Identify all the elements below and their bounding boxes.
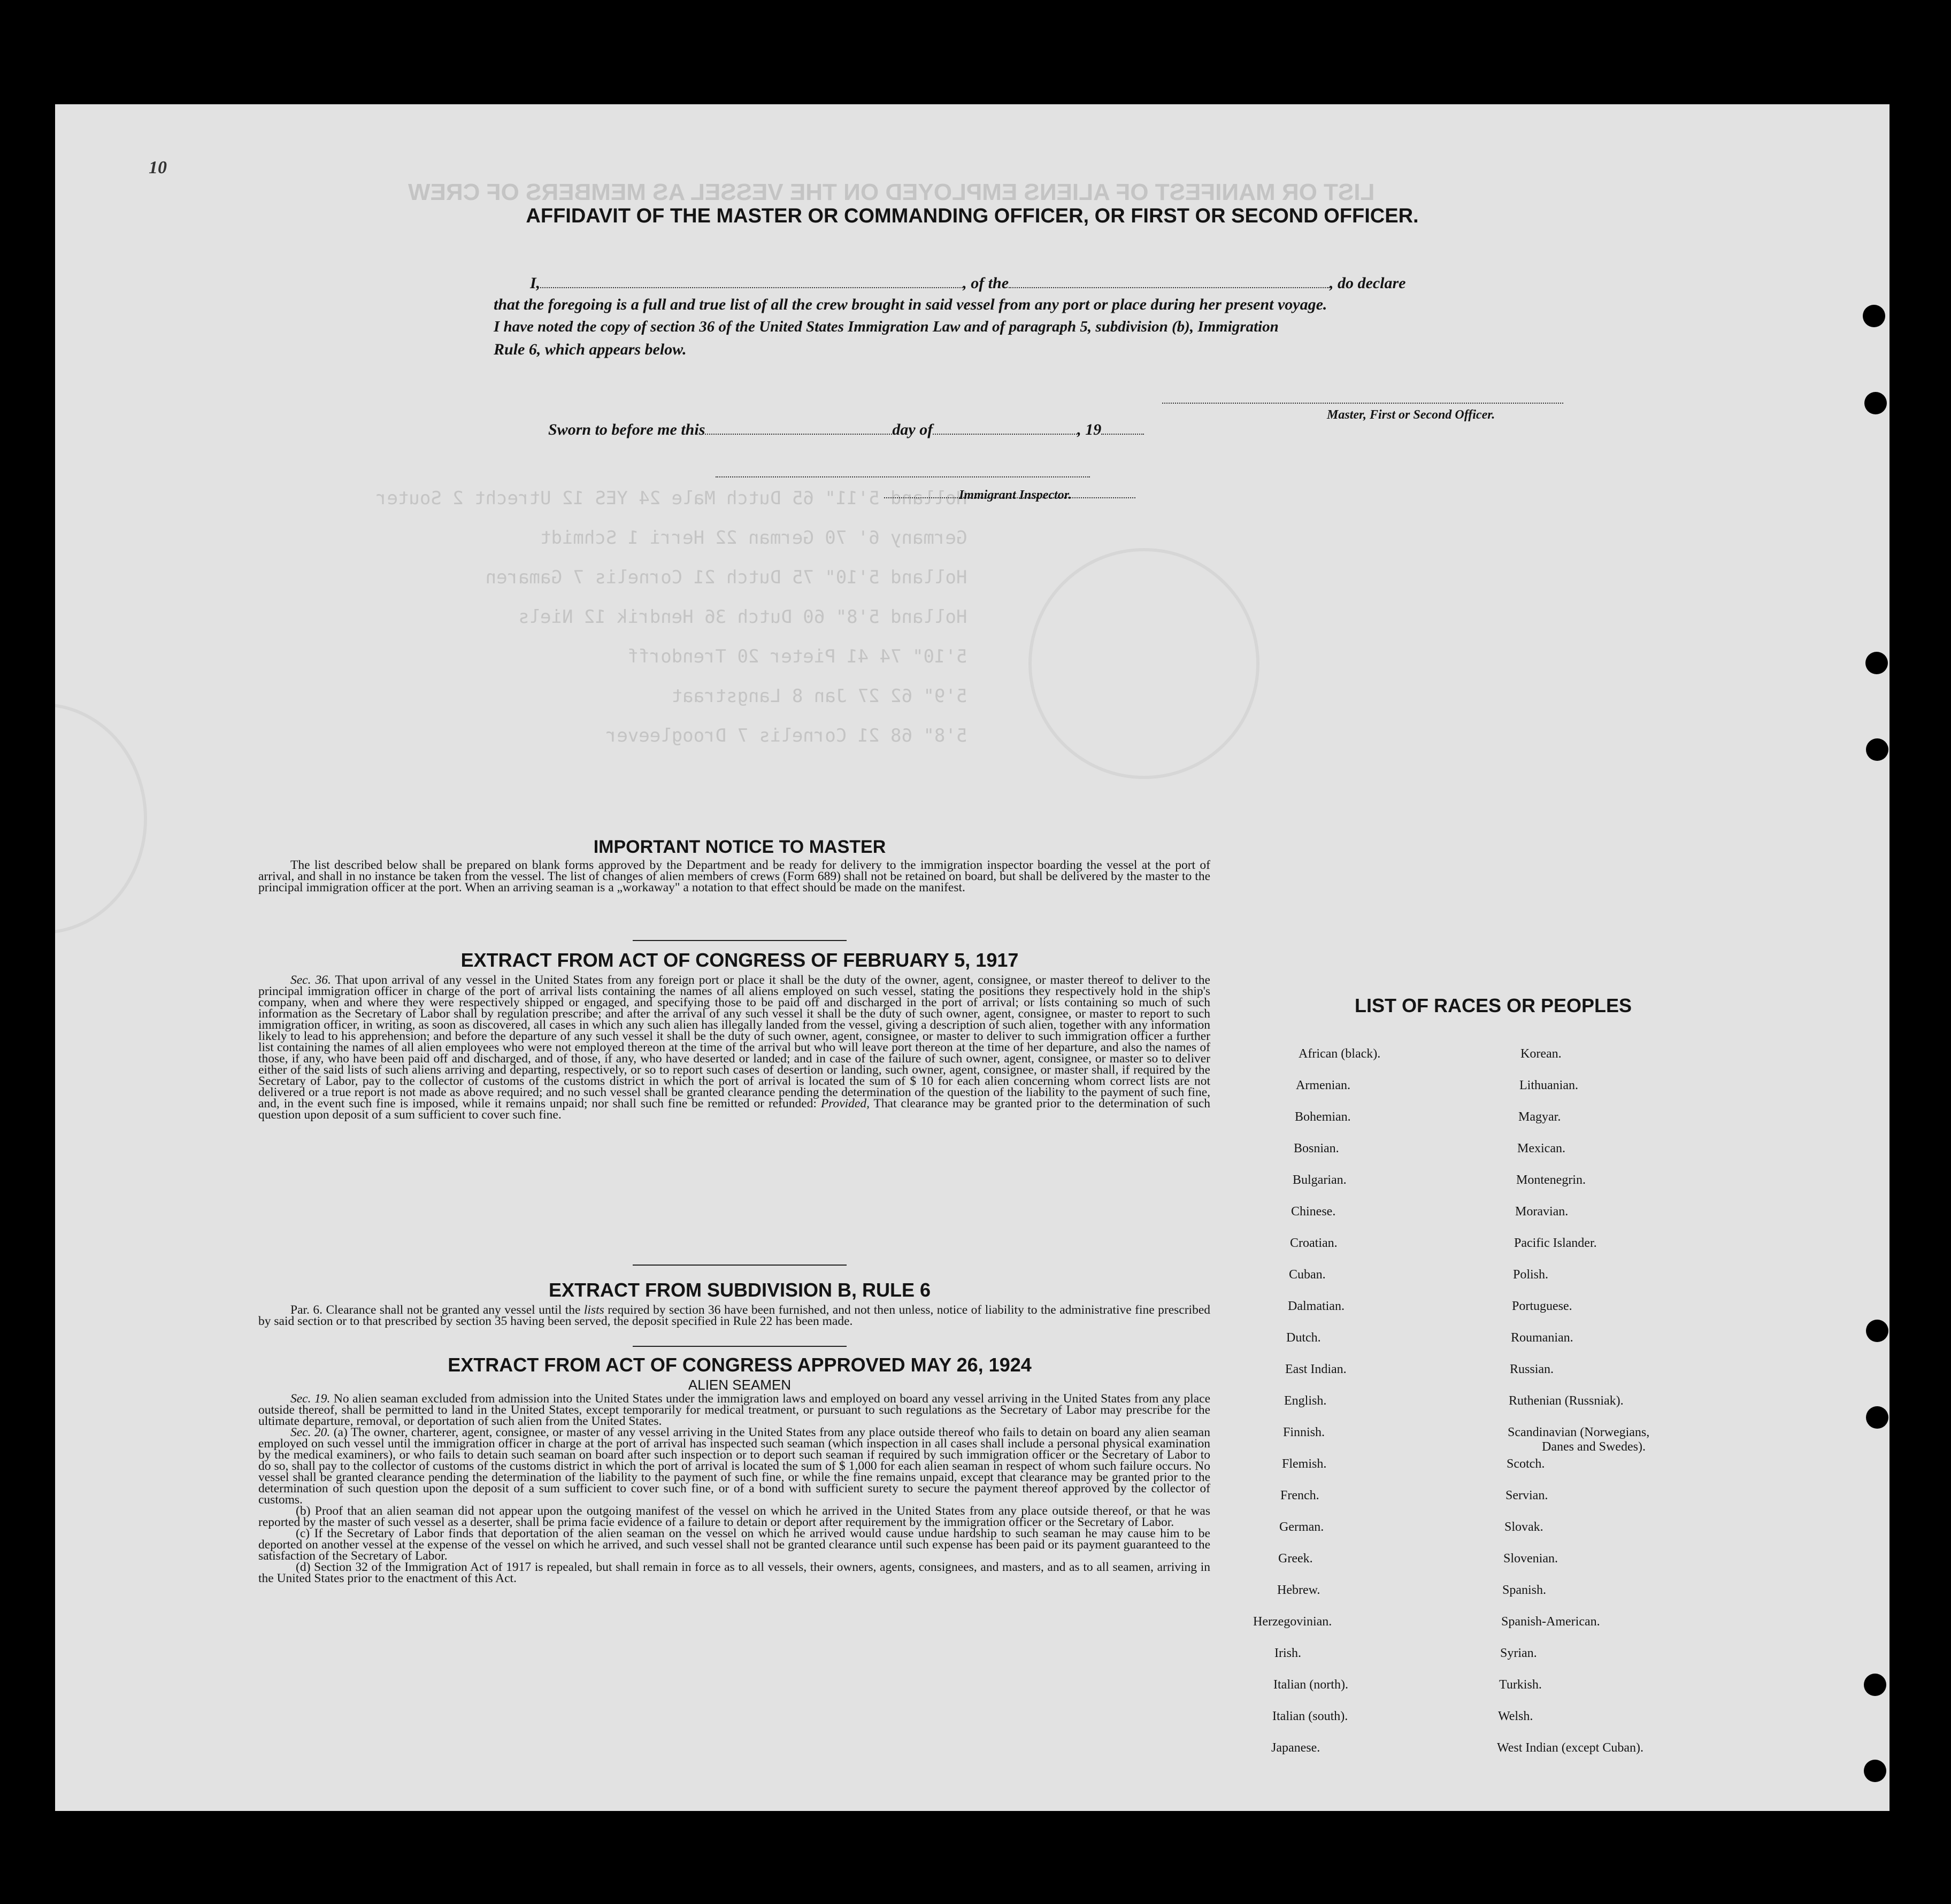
affidavit-line-2: that the foregoing is a full and true list of all the crew brought in said vessel from any port or place during her present voyage. [494,296,1327,313]
race-item: Lithuanian. [1519,1078,1578,1092]
vessel-name-field[interactable] [1009,275,1330,288]
extract-1917-body [258,975,1210,1121]
affidavit-of-the-label: , of the [963,274,1009,292]
race-item: Mexican. [1517,1142,1565,1155]
sworn-year-field[interactable] [1101,422,1144,435]
bleed-through-header: LIST OR MANIFEST OF ALIENS EMPLOYED ON THE VESSEL AS MEMBERS OF CREW [408,179,1375,205]
punch-hole [1864,1674,1886,1696]
race-item: Armenian. [1296,1078,1350,1092]
punch-hole [1866,1406,1888,1429]
divider [633,1346,847,1347]
affidavit-line-3: I have noted the copy of section 36 of the United States Immigration Law and of paragraph 5, subdivision (b), Immigration [494,318,1279,335]
race-item: Ruthenian (Russniak). [1509,1394,1624,1408]
sec-20d-text: (d) Section 32 of the Immigration Act of 1917 is repealed, but shall remain in force as to all vessels, their owners, agents, consignees, and masters, and as to all seamen, arriving in the United States prior to the enactment of this Act. [258,1560,1210,1585]
sec-36-label: Sec. 36. [290,973,331,987]
sec-19-text: No alien seaman excluded from admission into the United States under the immigration laws and employed on board any vessel arriving in the United States from any place outside thereof, shall be permitted to land in the United States, except temporarily for medical treatment, or pursuant to such regulations as the Secretary of Labor may prescribe for the ultimate departure, removal, or deportation of such alien from the United States. [258,1392,1211,1428]
race-item: Italian (north). [1273,1678,1348,1692]
provided-label: Provided, [820,1097,870,1111]
inspector-signature-line[interactable] [716,476,1090,477]
race-item: Scandinavian (Norwegians, [1508,1425,1650,1439]
race-item: Finnish. [1283,1425,1325,1439]
punch-hole [1864,1760,1886,1782]
race-item: Russian. [1510,1362,1554,1376]
race-item: Moravian. [1515,1205,1569,1219]
divider [633,940,847,941]
race-item: Pacific Islander. [1514,1236,1597,1250]
race-item: Greek. [1278,1552,1313,1566]
extract-1924-subtitle: ALIEN SEAMEN [688,1377,792,1393]
race-item: West Indian (except Cuban). [1497,1741,1643,1755]
punch-hole [1866,1320,1888,1342]
sworn-day-field[interactable] [705,422,892,435]
race-item: African (black). [1299,1047,1381,1061]
affidavit-title: AFFIDAVIT OF THE MASTER OR COMMANDING OFFICER, OR FIRST OR SECOND OFFICER. [526,205,1419,227]
race-item: Montenegrin. [1516,1173,1586,1187]
extract-1917-title: EXTRACT FROM ACT OF CONGRESS OF FEBRUARY 5, 1917 [460,949,1019,971]
affidavit-i-label: I, [530,274,541,292]
punch-hole [1863,305,1885,327]
race-item: Dutch. [1286,1331,1321,1345]
race-item: Danes and Swedes). [1542,1440,1646,1454]
race-item: Bosnian. [1294,1142,1339,1155]
race-item: Herzegovinian. [1253,1615,1332,1629]
sec-36-text: That upon arrival of any vessel in the United States from any foreign port or place it shall be the duty of the owner, agent, consignee, or master thereof to deliver to the principal immigration officer in charge of the port of arrival lists containing the names of all aliens employed on such vessel, stating the positions they respectively hold in the ship's company, when and where they were respectively shipped or engaged, and specifying those to be paid off and discharged in the port of arrival; or lists containing so much of such information as the Secretary of Labor shall by regulation prescribe; and after the arrival of any such vessel it shall be the duty of such owner, agent, consignee, or master to report to such immigration officer, in writing, as soon as discovered, all cases in which any such alien has illegally landed from the vessel, giving a description of such alien, together with any information likely to lead to his apprehension; and before the departure of any such vessel it shall be the duty of such owner, agent, consignee, or master to deliver to such immigration officer a further list containing the names of all alien employees who were not employed thereon at the time of the arrival but who will leave port thereon at the time of her departure, and also the names of those, if any, who have been paid off and discharged, and of those, if any, who have deserted or landed; and in case of the failure of such owner, agent, consignee, or master so to deliver either of the said lists of such aliens arriving and departing, respectively, or so to report such cases of desertion or landing, such owner, agent, consignee, or master shall, if required by the Secretary of Labor, pay to the collector of customs of the customs district in which the port of arrival is located the sum of $ 10 for each alien concerning whom correct lists are not delivered or a true report is not made as above required; and no such vessel shall be granted clearance pending the determination of the question of the liability to the payment of such fine, and, in the event such fine is imposed, while it remains unpaid; nor shall such fine be remitted or refunded: [258,973,1210,1111]
race-item: Slovak. [1504,1520,1543,1534]
rule-6-text-a: Par. 6. Clearance shall not be granted any vessel until the [290,1303,581,1317]
extract-1924-body [258,1393,1210,1584]
race-item: Spanish. [1502,1583,1547,1597]
affidavit-line-4: Rule 6, which appears below. [494,341,687,358]
punch-hole [1866,738,1888,761]
race-item: Korean. [1520,1047,1562,1061]
race-item: Magyar. [1518,1110,1561,1124]
day-of-label: day of [892,421,933,438]
sworn-label: Sworn to before me this [548,421,705,438]
races-title: LIST OF RACES OR PEOPLES [1355,995,1632,1016]
notice-text: The list described below shall be prepared on blank forms approved by the Department and be ready for delivery to the immigration inspector boarding the vessel at the port of arrival, and shall in no instance be taken from the vessel. The list of changes of alien members of crews (Form 689) shall not be retained on board, but shall be delivered by the master to the principal immigration officer at the port. When an arriving seaman is a „workaway" a notation to that effect should be made on the manifest. [258,858,1210,895]
notice-body [258,860,1210,893]
race-item: Spanish-American. [1501,1615,1600,1629]
sec-20-label: Sec. 20. [290,1425,331,1439]
divider [633,1265,847,1266]
document-sheet [55,104,1889,1811]
race-item: Turkish. [1499,1678,1542,1692]
sec-20c-text: (c) If the Secretary of Labor finds that deportation of the alien seaman on the vessel on which he arrived would cause undue hardship to such seaman he may cause him to be deported on another vessel at the expense of the vessel on which he arrived, and such vessel shall not be granted clearance until such expense has been paid or its payment guaranteed to the satisfaction of the Secretary of Labor. [258,1527,1210,1563]
notice-title: IMPORTANT NOTICE TO MASTER [593,837,886,857]
rule-6-body [258,1305,1210,1327]
race-item: Welsh. [1498,1709,1533,1723]
sec-20a-text: (a) The owner, charterer, agent, consignee, or master of any vessel arriving in the United States from any place outside thereof who fails to detain on board any alien seaman employed on such vessel until the immigration officer in charge at the port of arrival has inspected such seaman (which inspection in all cases shall include a personal physical examination by the medical examiners), or who fails to detain such seaman on board after such inspection or to deport such seaman if required by such immigration officer or the Secretary of Labor to do so, shall pay to the collector of customs of the customs district in which the port of arrival is located the sum of $ 1,000 for each alien seaman in respect of whom such failure occurs. No vessel shall be granted clearance pending the determination of the liability to the payment of such fine, or while the fine remains unpaid, except that clearance may be granted prior to the determination of such question upon the deposit of a sum sufficient to cover such fine, or of a bond with sufficient surety to secure the payment thereof approved by the collector of customs. [258,1425,1210,1507]
race-item: Servian. [1506,1489,1548,1502]
race-item: Bohemian. [1295,1110,1351,1124]
race-item: English. [1284,1394,1327,1408]
race-item: Polish. [1513,1268,1549,1282]
rule-6-text-b: required by section 36 have been furnished, and not then unless, notice of liability to the administrative fine prescribed by said section or to that prescribed by section 35 having been served, the deposit specified in Rule 22 has been made. [258,1303,1211,1328]
race-item: Croatian. [1290,1236,1338,1250]
punch-hole [1865,652,1888,674]
race-item: Irish. [1274,1646,1301,1660]
race-item: Cuban. [1289,1268,1326,1282]
faint-seal-stamp [1028,548,1259,779]
race-item: Chinese. [1291,1205,1336,1219]
race-item: Italian (south). [1272,1709,1348,1723]
race-item: Scotch. [1507,1457,1545,1471]
extract-1924-title: EXTRACT FROM ACT OF CONGRESS APPROVED MAY 26, 1924 [448,1354,1032,1376]
faint-seal-stamp-left [55,703,147,934]
sworn-month-field[interactable] [933,422,1077,435]
race-item: Syrian. [1500,1646,1537,1660]
inspector-label: Immigrant Inspector. [959,488,1072,502]
year-label: , 19 [1077,421,1102,438]
sec-20b-text: (b) Proof that an alien seaman did not appear upon the outgoing manifest of the vessel on which he arrived in the United States from any place outside thereof, or that he was reported by the master of such vessel as a deserter, shall be prima facie evidence of a failure to detain or deport after requirement by the immigration officer or the Secretary of Labor. [258,1504,1210,1529]
race-item: Portuguese. [1512,1299,1572,1313]
race-item: Flemish. [1282,1457,1327,1471]
race-item: Roumanian. [1511,1331,1573,1345]
race-item: East Indian. [1285,1362,1347,1376]
race-item: Slovenian. [1503,1552,1558,1566]
race-item: Japanese. [1271,1741,1320,1755]
sworn-line [548,421,1144,439]
race-item: Bulgarian. [1293,1173,1347,1187]
rule-6-title: EXTRACT FROM SUBDIVISION B, RULE 6 [548,1279,931,1301]
affidavit-declare-label: , do declare [1330,274,1406,292]
officer-name-field[interactable] [540,275,963,288]
bleed-through-rows: Holland 5'11" 65 Dutch Male 24 YES 12 Utrecht 2 Souter Germany 6' 70 German 22 Herri 1 Schmidt Holland 5'10" 75 Dutch 21 Cornelis 7 Gamaren Holland 5'8" 60 Dutch 36 Hendrik 12 Niels 5'10" 74 41 Pieter 20 Trendorff 5'9" 62 27 Jan 8 Langstraat 5'8" 68 21 Cornelis 7 Droogleever [376,488,967,746]
sec-19-label: Sec. 19. [290,1392,331,1406]
race-item: French. [1280,1489,1319,1502]
race-item: German. [1279,1520,1324,1534]
sec-36-text-end: That clearance may be granted prior to the determination of such question upon deposit of a sum sufficient to cover such fine. [258,1097,1211,1122]
punch-hole [1864,392,1887,414]
sheet-number: 10 [149,158,167,178]
master-signature-label: Master, First or Second Officer. [1327,408,1495,422]
affidavit-line-1 [530,274,1405,292]
master-signature-line[interactable] [1162,403,1563,404]
race-item: Dalmatian. [1288,1299,1345,1313]
race-item: Hebrew. [1277,1583,1320,1597]
lists-word: lists [583,1303,604,1317]
